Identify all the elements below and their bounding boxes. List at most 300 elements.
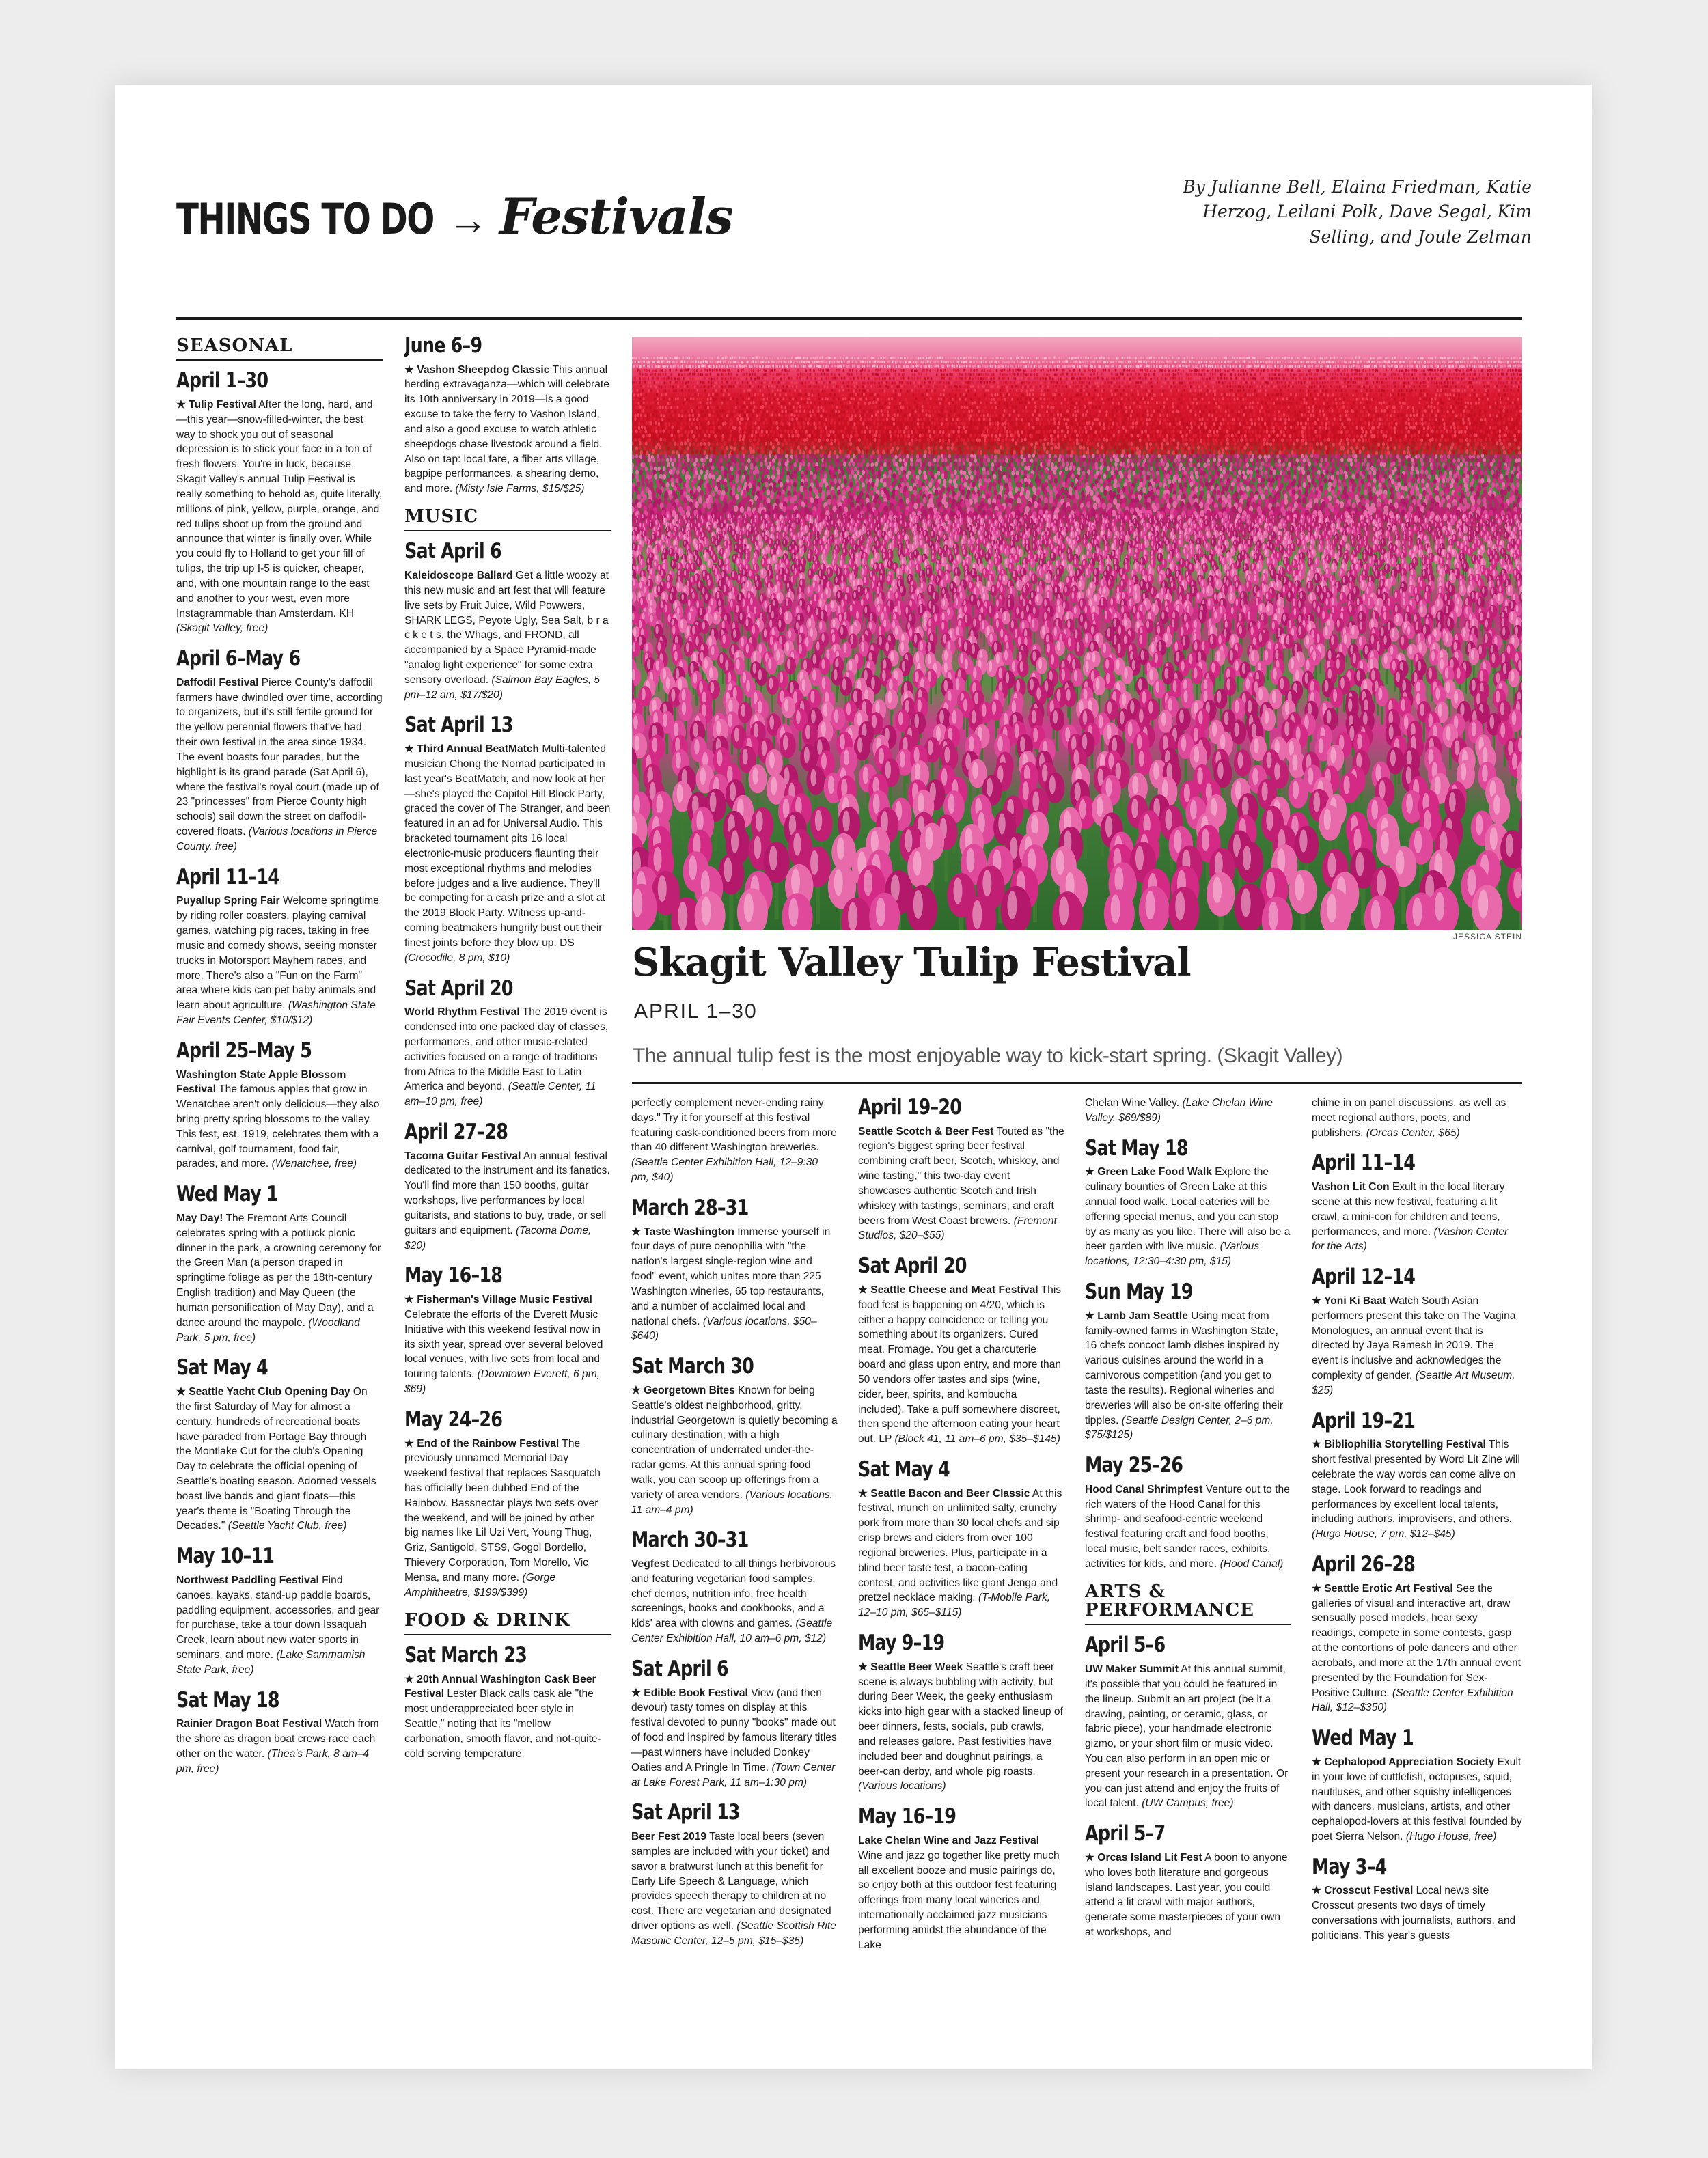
tulip-bloom	[785, 389, 787, 393]
tulip-bloom	[1520, 361, 1522, 363]
tulip-bloom	[1502, 368, 1504, 371]
tulip-bloom	[695, 361, 697, 363]
tulip-bloom	[724, 414, 726, 417]
tulip-bloom	[1363, 385, 1365, 388]
tulip-bloom	[1144, 397, 1146, 400]
tulip-bloom	[893, 401, 895, 404]
tulip-bloom	[943, 369, 945, 372]
tulip-bloom	[959, 369, 961, 372]
tulip-bloom	[1286, 414, 1289, 417]
tulip-bloom	[799, 405, 801, 409]
tulip-bloom	[1116, 398, 1118, 401]
tulip-bloom	[1433, 406, 1435, 409]
tulip-bloom	[771, 417, 773, 421]
tulip-bloom	[1295, 369, 1297, 372]
tulip-bloom	[1062, 361, 1064, 363]
tulip-bloom	[814, 398, 816, 401]
tulip-bloom	[1204, 373, 1206, 376]
tulip-bloom	[929, 405, 931, 409]
tulip-bloom	[1396, 369, 1398, 372]
tulip-bloom	[1516, 385, 1518, 388]
tulip-bloom	[824, 401, 826, 404]
tulip-bloom	[1034, 409, 1036, 413]
tulip-bloom	[935, 402, 937, 405]
tulip-bloom	[777, 398, 779, 401]
tulip-bloom	[1204, 361, 1206, 363]
tulip-bloom	[708, 377, 711, 380]
tulip-bloom	[775, 377, 777, 380]
tulip-bloom	[1507, 397, 1509, 400]
tulip-bloom	[995, 389, 997, 393]
tulip-bloom	[1167, 373, 1169, 376]
tulip-bloom	[902, 409, 904, 413]
tulip-bloom	[778, 402, 780, 405]
tulip-bloom	[788, 417, 790, 421]
tulip-bloom	[670, 373, 672, 376]
tulip-bloom	[754, 398, 756, 401]
tulip-bloom	[969, 414, 972, 417]
tulip-bloom	[1355, 389, 1358, 393]
tulip-bloom	[659, 373, 661, 376]
tulip-bloom	[1120, 401, 1122, 404]
tulip-bloom	[1405, 381, 1407, 384]
tulip-bloom	[1488, 364, 1490, 367]
tulip-bloom	[718, 389, 720, 392]
tulip-bloom	[936, 417, 938, 421]
tulip-bloom	[1474, 356, 1476, 359]
tulip-bloom	[1254, 364, 1256, 367]
tulip-bloom	[1239, 377, 1241, 380]
tulip-bloom	[1337, 365, 1339, 368]
tulip-bloom	[1486, 365, 1488, 368]
tulip-bloom	[1043, 410, 1045, 413]
tulip-bloom	[855, 409, 857, 413]
tulip-bloom	[1315, 405, 1317, 409]
tulip-bloom	[917, 376, 919, 379]
tulip-bloom	[1000, 402, 1002, 405]
tulip-bloom	[752, 409, 754, 413]
tulip-bloom	[864, 385, 866, 387]
tulip-bloom	[691, 357, 693, 359]
tulip-bloom	[1394, 410, 1396, 413]
tulip-bloom	[1178, 357, 1180, 359]
tulip-bloom	[1396, 365, 1398, 368]
tulip-bloom	[1295, 357, 1297, 359]
tulip-bloom	[1031, 369, 1033, 372]
tulip-bloom	[1336, 385, 1338, 388]
tulip-bloom	[862, 385, 864, 388]
tulip-bloom	[777, 393, 779, 397]
tulip-bloom	[1217, 414, 1220, 417]
tulip-bloom	[796, 385, 798, 388]
tulip-bloom	[1444, 414, 1446, 417]
tulip-bloom	[813, 389, 815, 393]
tulip-bloom	[870, 385, 872, 387]
tulip-bloom	[993, 398, 995, 401]
tulip-bloom	[1021, 360, 1023, 363]
tulip-bloom	[1251, 405, 1253, 409]
tulip-bloom	[1118, 398, 1120, 401]
tulip-bloom	[815, 369, 817, 372]
tulip-bloom	[1504, 385, 1506, 388]
tulip-bloom	[644, 377, 646, 380]
tulip-bloom	[1052, 393, 1054, 397]
tulip-bloom	[807, 414, 809, 417]
tulip-bloom	[730, 377, 732, 380]
tulip-bloom	[1232, 368, 1235, 371]
tulip-bloom	[1474, 385, 1476, 387]
tulip-bloom	[671, 417, 673, 421]
tulip-bloom	[805, 409, 808, 413]
tulip-bloom	[1126, 369, 1128, 372]
tulip-bloom	[918, 398, 920, 401]
tulip-bloom	[1025, 406, 1027, 409]
tulip-bloom	[1252, 377, 1254, 380]
tulip-bloom	[892, 393, 894, 397]
tulip-bloom	[1379, 372, 1381, 375]
tulip-bloom	[1063, 389, 1065, 393]
tulip-bloom	[773, 373, 775, 376]
tulip-bloom	[1263, 369, 1265, 372]
tulip-bloom	[1513, 365, 1515, 368]
tulip-bloom	[973, 373, 975, 376]
tulip-bloom	[918, 357, 920, 359]
tulip-bloom	[1289, 369, 1291, 372]
tulip-bloom	[1000, 357, 1002, 359]
tulip-bloom	[1086, 410, 1088, 413]
tulip-bloom	[1249, 385, 1251, 388]
tulip-bloom	[1466, 369, 1468, 372]
tulip-bloom	[1407, 401, 1409, 404]
tulip-bloom	[1130, 385, 1132, 388]
tulip-bloom	[1304, 365, 1306, 368]
tulip-bloom	[937, 361, 939, 363]
tulip-bloom	[1430, 364, 1432, 367]
tulip-bloom	[968, 410, 970, 413]
tulip-bloom	[786, 381, 788, 384]
tulip-bloom	[1008, 361, 1010, 363]
tulip-bloom	[777, 409, 779, 413]
tulip-bloom	[1428, 409, 1430, 413]
tulip-bloom	[1190, 377, 1192, 380]
tulip-bloom	[1168, 377, 1170, 380]
tulip-bloom	[844, 402, 846, 405]
tulip-bloom	[802, 368, 804, 371]
tulip-bloom	[1440, 389, 1442, 393]
tulip-bloom	[1514, 365, 1516, 368]
tulip-bloom	[976, 373, 978, 376]
tulip-bloom	[1267, 365, 1269, 368]
tulip-bloom	[1062, 365, 1064, 368]
tulip-bloom	[716, 393, 718, 397]
tulip-bloom	[1232, 356, 1234, 359]
tulip-bloom	[870, 397, 872, 400]
tulip-bloom	[930, 397, 932, 400]
tulip-bloom	[752, 373, 754, 376]
tulip-bloom	[701, 418, 703, 421]
tulip-bloom	[699, 393, 701, 397]
tulip-bloom	[827, 405, 829, 409]
tulip-bloom	[986, 381, 988, 384]
tulip-bloom	[1181, 381, 1183, 384]
tulip-bloom	[1096, 402, 1098, 405]
tulip-bloom	[1386, 406, 1388, 409]
tulip-bloom	[1032, 385, 1034, 388]
tulip-bloom	[754, 405, 756, 409]
tulip-bloom	[993, 373, 995, 376]
tulip-bloom	[878, 402, 880, 405]
tulip-bloom	[811, 406, 813, 409]
tulip-bloom	[711, 357, 713, 359]
tulip-bloom	[935, 397, 937, 400]
tulip-bloom	[1427, 357, 1429, 359]
tulip-bloom	[980, 381, 982, 384]
tulip-bloom	[825, 418, 827, 421]
tulip-bloom	[1340, 372, 1342, 375]
tulip-bloom	[763, 373, 765, 376]
tulip-bloom	[1105, 368, 1107, 371]
tulip-bloom	[801, 381, 803, 384]
tulip-bloom	[987, 369, 989, 372]
tulip-bloom	[730, 401, 732, 404]
tulip-bloom	[1009, 406, 1011, 409]
tulip-bloom	[1214, 389, 1216, 393]
tulip-bloom	[1023, 381, 1025, 383]
tulip-bloom	[1097, 389, 1099, 393]
tulip-bloom	[1336, 381, 1338, 383]
tulip-bloom	[797, 373, 799, 376]
tulip-bloom	[642, 406, 644, 409]
tulip-bloom	[821, 361, 823, 363]
tulip-bloom	[1372, 377, 1374, 380]
tulip-bloom	[1222, 381, 1224, 384]
tulip-bloom	[1342, 377, 1345, 380]
tulip-bloom	[1521, 385, 1522, 388]
tulip-bloom	[1366, 377, 1368, 380]
tulip-bloom	[1153, 409, 1155, 413]
tulip-bloom	[771, 413, 773, 417]
tulip-bloom	[1324, 357, 1326, 359]
tulip-bloom	[950, 397, 952, 400]
tulip-bloom	[1404, 402, 1406, 405]
tulip-bloom	[871, 409, 873, 413]
tulip-bloom	[814, 405, 816, 409]
tulip-bloom	[1278, 410, 1280, 413]
tulip-bloom	[718, 402, 720, 405]
tulip-bloom	[1218, 393, 1220, 397]
tulip-bloom	[1099, 365, 1101, 368]
tulip-bloom	[1408, 373, 1410, 376]
tulip-bloom	[1269, 365, 1271, 368]
tulip-bloom	[1463, 376, 1465, 379]
tulip-bloom	[788, 393, 790, 397]
tulip-bloom	[1082, 409, 1084, 413]
tulip-bloom	[1012, 405, 1014, 409]
tulip-bloom	[768, 389, 770, 392]
tulip-bloom	[717, 385, 719, 388]
tulip-bloom	[1494, 361, 1496, 363]
tulip-bloom	[1209, 372, 1211, 375]
tulip-bloom	[847, 406, 849, 409]
tulip-bloom	[678, 414, 680, 417]
tulip-bloom	[672, 357, 674, 359]
tulip-bloom	[1089, 369, 1091, 372]
tulip-bloom	[934, 385, 936, 387]
tulip-bloom	[840, 365, 842, 368]
tulip-bloom	[1187, 381, 1189, 384]
tulip-bloom	[994, 393, 996, 397]
tulip-bloom	[1217, 389, 1219, 393]
tulip-bloom	[790, 406, 792, 409]
tulip-bloom	[674, 361, 676, 363]
tulip-bloom	[1362, 401, 1364, 404]
tulip-bloom	[1444, 381, 1446, 384]
tulip-bloom	[636, 365, 638, 368]
tulip-bloom	[756, 365, 758, 368]
tulip-bloom	[882, 389, 884, 392]
tulip-bloom	[1271, 365, 1273, 368]
tulip-bloom	[642, 381, 644, 384]
tulip-bloom	[808, 393, 810, 396]
tulip-bloom	[915, 397, 918, 400]
tulip-bloom	[1497, 364, 1499, 367]
tulip-bloom	[643, 397, 645, 400]
tulip-bloom	[1487, 361, 1489, 363]
tulip-bloom	[1091, 409, 1093, 413]
tulip-bloom	[1319, 413, 1321, 417]
tulip-bloom	[781, 417, 783, 421]
tulip-bloom	[1406, 361, 1408, 363]
tulip-bloom	[1024, 413, 1026, 417]
tulip-bloom	[892, 381, 894, 384]
tulip-bloom	[664, 365, 666, 368]
tulip-bloom	[1000, 409, 1002, 413]
tulip-bloom	[887, 393, 889, 396]
tulip-bloom	[1207, 389, 1209, 393]
tulip-bloom	[1369, 393, 1371, 397]
tulip-bloom	[932, 413, 934, 417]
tulip-bloom	[968, 356, 970, 359]
tulip-bloom	[680, 398, 683, 401]
tulip-bloom	[1475, 377, 1477, 380]
tulip-bloom	[753, 401, 755, 404]
tulip-bloom	[860, 385, 862, 387]
tulip-bloom	[981, 369, 983, 372]
tulip-bloom	[1058, 377, 1060, 380]
tulip-bloom	[757, 369, 759, 372]
tulip-bloom	[634, 389, 636, 392]
tulip-bloom	[846, 357, 849, 359]
tulip-bloom	[1211, 414, 1213, 417]
tulip-bloom	[1295, 365, 1297, 368]
tulip-bloom	[851, 389, 853, 393]
tulip-bloom	[987, 410, 989, 413]
tulip-bloom	[1378, 389, 1380, 393]
tulip-bloom	[1334, 410, 1336, 413]
tulip-bloom	[1177, 402, 1179, 405]
tulip-bloom	[717, 376, 719, 379]
tulip-bloom	[1259, 372, 1261, 375]
tulip-bloom	[1106, 374, 1108, 376]
tulip-bloom	[1317, 373, 1319, 376]
tulip-bloom	[1069, 370, 1071, 372]
tulip-bloom	[1125, 393, 1127, 396]
tulip-bloom	[704, 381, 706, 384]
tulip-bloom	[1058, 393, 1060, 396]
tulip-bloom	[767, 365, 769, 368]
tulip-bloom	[915, 369, 918, 372]
tulip-bloom	[635, 406, 637, 409]
tulip-bloom	[1262, 376, 1264, 379]
tulip-bloom	[1017, 368, 1019, 371]
tulip-bloom	[1455, 385, 1457, 388]
tulip-bloom	[1045, 381, 1047, 384]
tulip-bloom	[732, 356, 734, 359]
tulip-bloom	[1375, 365, 1377, 368]
tulip-bloom	[1354, 393, 1356, 397]
tulip-bloom	[913, 405, 915, 409]
tulip-bloom	[956, 365, 958, 368]
tulip-bloom	[781, 402, 783, 405]
tulip-bloom	[932, 368, 934, 371]
tulip-bloom	[1131, 369, 1133, 372]
tulip-bloom	[1334, 365, 1336, 368]
tulip-bloom	[1342, 401, 1345, 404]
tulip-bloom	[1020, 365, 1022, 368]
tulip-bloom	[1327, 381, 1329, 383]
tulip-bloom	[1201, 361, 1203, 363]
tulip-bloom	[1116, 405, 1118, 409]
tulip-bloom	[1314, 393, 1317, 397]
tulip-bloom	[887, 370, 889, 372]
tulip-bloom	[910, 418, 912, 421]
tulip-bloom	[1026, 389, 1028, 393]
tulip-bloom	[1077, 361, 1079, 363]
tulip-bloom	[1106, 405, 1108, 409]
tulip-bloom	[844, 405, 846, 409]
tulip-bloom	[864, 361, 866, 363]
tulip-bloom	[1324, 372, 1326, 375]
tulip-bloom	[1114, 389, 1116, 392]
tulip-bloom	[1512, 369, 1514, 372]
tulip-bloom	[1174, 385, 1176, 388]
tulip-bloom	[778, 417, 780, 421]
tulip-bloom	[1353, 364, 1355, 367]
tulip-bloom	[891, 413, 893, 417]
tulip-bloom	[896, 381, 898, 383]
tulip-bloom	[804, 413, 806, 417]
tulip-bloom	[1271, 381, 1273, 383]
tulip-bloom	[940, 393, 942, 397]
tulip-bloom	[1110, 381, 1112, 384]
tulip-bloom	[1257, 401, 1259, 404]
tulip-bloom	[965, 381, 967, 383]
tulip-bloom	[685, 389, 687, 392]
tulip-bloom	[762, 393, 764, 397]
tulip-bloom	[1066, 414, 1068, 417]
tulip-bloom	[896, 360, 898, 363]
tulip-bloom	[1274, 365, 1276, 368]
tulip-bloom	[1411, 361, 1413, 363]
tulip-bloom	[1136, 397, 1138, 400]
tulip-bloom	[883, 418, 885, 421]
tulip-bloom	[1256, 369, 1258, 372]
tulip-bloom	[1393, 414, 1395, 417]
tulip-bloom	[974, 393, 976, 397]
tulip-bloom	[1261, 401, 1263, 404]
tulip-bloom	[796, 389, 798, 393]
tulip-bloom	[1061, 357, 1063, 359]
